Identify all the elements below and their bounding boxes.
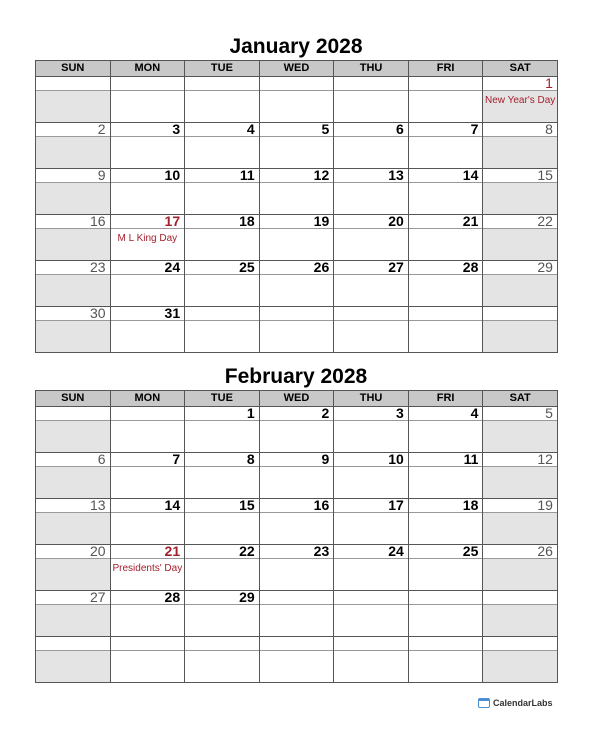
day-cell: [185, 169, 260, 183]
day-cell: [36, 545, 111, 559]
day-note-cell: [408, 321, 483, 353]
day-cell: [408, 261, 483, 275]
day-cell: [110, 407, 185, 421]
day-number: 12: [537, 451, 553, 467]
day-cell: [36, 77, 111, 91]
day-number: 3: [396, 405, 404, 421]
day-cell: [408, 215, 483, 229]
day-number: 4: [246, 121, 255, 137]
day-note-cell: [185, 605, 260, 637]
day-cell: [483, 123, 558, 137]
day-number: 18: [239, 213, 255, 229]
weekday-header: WED: [259, 391, 334, 407]
day-number: 6: [97, 451, 106, 467]
day-note-cell: [334, 137, 409, 169]
day-note-cell: [110, 229, 185, 261]
weekday-header: WED: [259, 61, 334, 77]
day-cell: [334, 307, 409, 321]
day-cell: [185, 307, 260, 321]
day-cell: [185, 499, 260, 513]
weekday-header: SAT: [483, 391, 558, 407]
day-number: 28: [462, 259, 479, 275]
day-cell: [483, 407, 558, 421]
day-note-cell: [259, 229, 334, 261]
day-note-cell: [259, 321, 334, 353]
day-note-cell: [36, 513, 111, 545]
day-number: 20: [388, 213, 404, 229]
day-cell: [110, 169, 185, 183]
day-cell: [185, 591, 260, 605]
day-cell: [334, 591, 409, 605]
day-cell: [483, 545, 558, 559]
day-number: 7: [172, 451, 181, 467]
day-number: 29: [239, 589, 255, 605]
month-january: [35, 35, 557, 355]
weekday-header: FRI: [408, 391, 483, 407]
day-note-cell: [483, 467, 558, 499]
day-number: 5: [545, 405, 553, 421]
day-cell: [185, 407, 260, 421]
day-note-cell: [110, 559, 185, 591]
day-cell: [334, 77, 409, 91]
day-number: 19: [537, 497, 553, 513]
day-cell: [185, 545, 260, 559]
weekday-header: MON: [110, 391, 185, 407]
day-cell: [259, 123, 334, 137]
day-note-cell: [259, 605, 334, 637]
month-february: [35, 365, 557, 685]
day-note-cell: [259, 559, 334, 591]
day-cell: [185, 261, 260, 275]
day-number: 11: [239, 167, 255, 183]
day-cell: [110, 215, 185, 229]
day-cell: [110, 307, 185, 321]
day-number: 10: [388, 451, 404, 467]
day-cell: [408, 307, 483, 321]
day-note-cell: [334, 321, 409, 353]
day-number: 1: [246, 405, 255, 421]
day-note-cell: [408, 651, 483, 683]
day-number: 14: [164, 497, 181, 513]
day-note-cell: [185, 513, 260, 545]
day-cell: [483, 215, 558, 229]
weekday-header: FRI: [408, 61, 483, 77]
day-cell: [483, 591, 558, 605]
day-cell: [483, 77, 558, 91]
day-note-cell: [408, 605, 483, 637]
day-cell: [483, 307, 558, 321]
month-title: January 2028: [229, 35, 363, 58]
day-note-cell: [259, 275, 334, 307]
day-note-cell: [408, 467, 483, 499]
day-note-cell: [110, 275, 185, 307]
day-cell: [334, 215, 409, 229]
day-number: 8: [246, 451, 255, 467]
day-number: 5: [321, 121, 330, 137]
weekday-header: THU: [334, 61, 409, 77]
day-cell: [259, 261, 334, 275]
day-cell: [36, 453, 111, 467]
day-note-cell: [483, 651, 558, 683]
day-note-cell: [36, 467, 111, 499]
day-number: 28: [164, 589, 181, 605]
day-number: 2: [321, 405, 330, 421]
day-number: 8: [545, 121, 553, 137]
day-note-cell: [110, 605, 185, 637]
day-number: 21: [164, 543, 181, 559]
day-note-cell: [334, 513, 409, 545]
day-number: 25: [239, 259, 255, 275]
day-cell: [334, 545, 409, 559]
day-number: 14: [462, 167, 479, 183]
day-note-cell: [110, 321, 185, 353]
day-cell: [408, 77, 483, 91]
day-note-cell: [408, 183, 483, 215]
day-note-cell: [483, 605, 558, 637]
holiday-label: Presidents' Day: [112, 563, 183, 574]
day-number: 4: [470, 405, 479, 421]
month-title: February 2028: [224, 365, 368, 388]
day-cell: [334, 261, 409, 275]
day-note-cell: [259, 513, 334, 545]
day-cell: [483, 499, 558, 513]
day-note-cell: [483, 421, 558, 453]
day-cell: [408, 169, 483, 183]
day-number: 17: [388, 497, 404, 513]
day-cell: [334, 123, 409, 137]
day-number: 11: [463, 451, 479, 467]
day-number: 22: [239, 543, 255, 559]
day-note-cell: [334, 183, 409, 215]
weekday-header: TUE: [185, 391, 260, 407]
day-note-cell: [408, 229, 483, 261]
calendar-logo-icon: [478, 698, 490, 708]
weekday-header: TUE: [185, 61, 260, 77]
day-note-cell: [483, 229, 558, 261]
weekday-header: SUN: [36, 391, 111, 407]
day-note-cell: [36, 651, 111, 683]
day-cell: [408, 637, 483, 651]
day-number: 24: [164, 259, 181, 275]
day-cell: [259, 499, 334, 513]
day-cell: [36, 499, 111, 513]
day-note-cell: [185, 91, 260, 123]
day-note-cell: [334, 91, 409, 123]
calendar-grid: [35, 60, 558, 353]
day-note-cell: [408, 137, 483, 169]
day-cell: [259, 407, 334, 421]
day-note-cell: [36, 559, 111, 591]
day-note-cell: [334, 651, 409, 683]
day-note-cell: [110, 467, 185, 499]
day-cell: [259, 169, 334, 183]
weekday-header: SUN: [36, 61, 111, 77]
day-cell: [259, 307, 334, 321]
day-cell: [36, 307, 111, 321]
calendarlabs-logo: [478, 696, 553, 710]
day-cell: [483, 453, 558, 467]
day-note-cell: [334, 467, 409, 499]
day-note-cell: [185, 467, 260, 499]
day-number: 26: [537, 543, 553, 559]
day-number: 17: [164, 213, 181, 229]
day-note-cell: [483, 513, 558, 545]
day-note-cell: [408, 91, 483, 123]
day-note-cell: [185, 183, 260, 215]
day-cell: [110, 261, 185, 275]
day-cell: [36, 215, 111, 229]
day-note-cell: [408, 559, 483, 591]
day-note-cell: [408, 421, 483, 453]
day-number: 27: [388, 259, 404, 275]
day-number: 22: [537, 213, 553, 229]
day-note-cell: [408, 275, 483, 307]
day-cell: [185, 637, 260, 651]
day-number: 9: [321, 451, 330, 467]
day-cell: [110, 591, 185, 605]
day-number: 20: [89, 543, 106, 559]
brand-name: CalendarLabs: [493, 698, 553, 708]
day-cell: [334, 169, 409, 183]
day-number: 26: [313, 259, 330, 275]
day-note-cell: [110, 183, 185, 215]
day-number: 15: [239, 497, 255, 513]
day-number: 13: [388, 167, 404, 183]
day-number: 10: [164, 167, 181, 183]
day-cell: [185, 215, 260, 229]
day-note-cell: [334, 421, 409, 453]
day-note-cell: [185, 421, 260, 453]
day-cell: [36, 591, 111, 605]
day-cell: [110, 123, 185, 137]
day-cell: [185, 453, 260, 467]
day-cell: [110, 637, 185, 651]
day-cell: [408, 545, 483, 559]
day-cell: [334, 453, 409, 467]
day-cell: [185, 123, 260, 137]
day-cell: [110, 499, 185, 513]
day-note-cell: [36, 321, 111, 353]
day-cell: [259, 545, 334, 559]
day-note-cell: [185, 651, 260, 683]
day-note-cell: [36, 137, 111, 169]
day-cell: [36, 123, 111, 137]
day-cell: [110, 77, 185, 91]
day-cell: [408, 591, 483, 605]
day-cell: [259, 591, 334, 605]
day-number: 27: [89, 589, 106, 605]
day-cell: [36, 407, 111, 421]
day-number: 23: [313, 543, 330, 559]
day-note-cell: [36, 229, 111, 261]
day-note-cell: [483, 275, 558, 307]
day-number: 6: [396, 121, 404, 137]
day-note-cell: [185, 275, 260, 307]
day-note-cell: [185, 137, 260, 169]
calendar-grid: [35, 390, 558, 683]
day-cell: [259, 453, 334, 467]
day-note-cell: [259, 183, 334, 215]
day-note-cell: [110, 137, 185, 169]
day-cell: [334, 637, 409, 651]
day-number: 23: [89, 259, 106, 275]
day-number: 21: [462, 213, 479, 229]
day-cell: [259, 77, 334, 91]
day-number: 16: [313, 497, 330, 513]
day-note-cell: [483, 137, 558, 169]
day-cell: [483, 261, 558, 275]
day-cell: [408, 453, 483, 467]
day-number: 16: [89, 213, 106, 229]
day-note-cell: [483, 559, 558, 591]
holiday-label: New Year's Day: [485, 95, 556, 106]
day-cell: [259, 215, 334, 229]
day-number: 25: [462, 543, 479, 559]
day-note-cell: [36, 605, 111, 637]
day-note-cell: [408, 513, 483, 545]
day-cell: [185, 77, 260, 91]
day-cell: [36, 261, 111, 275]
day-note-cell: [483, 91, 558, 123]
day-note-cell: [259, 651, 334, 683]
day-number: 29: [537, 259, 553, 275]
day-cell: [36, 637, 111, 651]
day-note-cell: [110, 513, 185, 545]
day-cell: [408, 407, 483, 421]
day-note-cell: [36, 183, 111, 215]
day-number: 9: [97, 167, 106, 183]
day-note-cell: [483, 321, 558, 353]
day-cell: [334, 499, 409, 513]
day-note-cell: [334, 605, 409, 637]
weekday-header: THU: [334, 391, 409, 407]
day-number: 15: [537, 167, 553, 183]
day-cell: [483, 169, 558, 183]
day-cell: [110, 545, 185, 559]
day-cell: [483, 637, 558, 651]
day-cell: [110, 453, 185, 467]
day-number: 24: [388, 543, 404, 559]
day-cell: [334, 407, 409, 421]
day-note-cell: [334, 275, 409, 307]
day-note-cell: [110, 91, 185, 123]
day-note-cell: [110, 651, 185, 683]
day-cell: [408, 123, 483, 137]
day-note-cell: [185, 559, 260, 591]
day-number: 19: [313, 213, 330, 229]
day-cell: [36, 169, 111, 183]
day-number: 18: [462, 497, 479, 513]
day-note-cell: [36, 421, 111, 453]
day-note-cell: [259, 91, 334, 123]
holiday-label: M L King Day: [117, 233, 178, 244]
day-number: 30: [89, 305, 106, 321]
day-note-cell: [259, 467, 334, 499]
day-number: 1: [545, 75, 553, 91]
day-note-cell: [36, 275, 111, 307]
day-note-cell: [36, 91, 111, 123]
day-note-cell: [259, 421, 334, 453]
weekday-header: MON: [110, 61, 185, 77]
day-number: 3: [172, 121, 181, 137]
day-number: 12: [313, 167, 330, 183]
day-number: 2: [97, 121, 106, 137]
day-number: 31: [164, 305, 181, 321]
day-note-cell: [259, 137, 334, 169]
day-note-cell: [185, 321, 260, 353]
day-note-cell: [110, 421, 185, 453]
day-number: 13: [89, 497, 106, 513]
day-note-cell: [334, 559, 409, 591]
day-number: 7: [470, 121, 479, 137]
day-note-cell: [483, 183, 558, 215]
day-note-cell: [334, 229, 409, 261]
day-note-cell: [185, 229, 260, 261]
day-cell: [259, 637, 334, 651]
weekday-header: SAT: [483, 61, 558, 77]
day-cell: [408, 499, 483, 513]
